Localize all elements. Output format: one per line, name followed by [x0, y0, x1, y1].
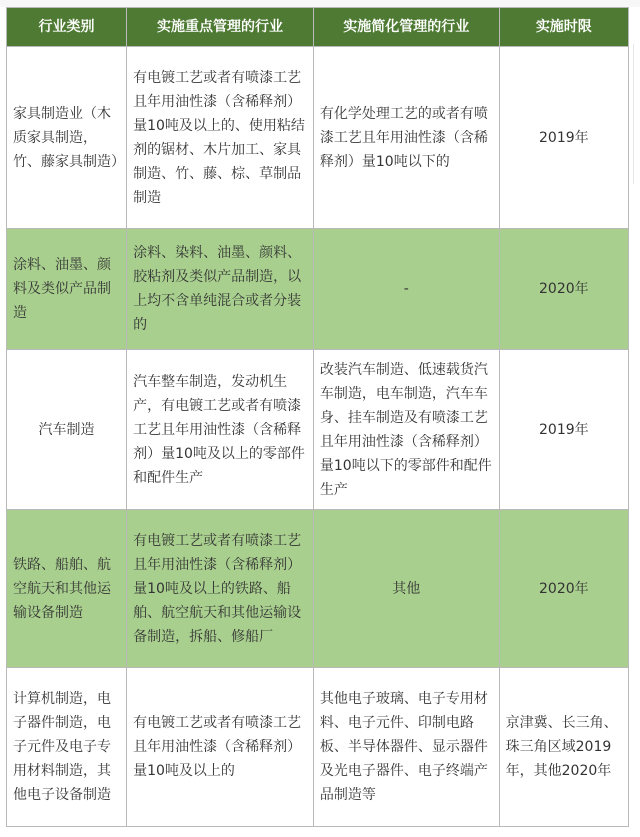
cell-simplified-management: 有化学处理工艺的或者有喷漆工艺且年用油性漆（含稀释剂）量10吨以下的: [313, 47, 499, 229]
table-header-row: [7, 8, 629, 47]
cell-deadline: 2020年: [499, 229, 628, 350]
cell-simplified-management: 其他: [313, 510, 499, 668]
cell-key-management: 涂料、染料、油墨、颜料、胶粘剂及类似产品制造，以上均不含单纯混合或者分装的: [127, 229, 314, 350]
cell-key-management: 汽车整车制造，发动机生产，有电镀工艺或者有喷漆工艺且年用油性漆（含稀释剂）量10吨及以上的零部件和配件生产: [127, 350, 314, 510]
table-row: [7, 47, 629, 229]
table-row: [7, 350, 629, 510]
cell-category: 计算机制造，电子器件制造，电子元件及电子专用材料制造，其他电子设备制造: [7, 668, 127, 827]
cell-key-management: 有电镀工艺或者有喷漆工艺且年用油性漆（含稀释剂）量10吨及以上的: [127, 668, 314, 827]
cell-deadline: 2019年: [499, 47, 628, 229]
cell-key-management: 有电镀工艺或者有喷漆工艺且年用油性漆（含稀释剂）量10吨及以上的、使用粘结剂的锯材、木片加工、家具制造、竹、藤、棕、草制品制造: [127, 47, 314, 229]
cell-deadline: 2020年: [499, 510, 628, 668]
header-simplified-management: 实施简化管理的行业: [313, 8, 499, 47]
page-top-strip: [0, 0, 640, 7]
side-divider: [633, 44, 634, 184]
cell-category: 涂料、油墨、颜料及类似产品制造: [7, 229, 127, 350]
cell-simplified-management: 改装汽车制造、低速载货汽车制造，电车制造，汽车车身、挂车制造及有喷漆工艺且年用油性漆（含稀释剂）量10吨以下的零部件和配件生产: [313, 350, 499, 510]
cell-simplified-management: 其他电子玻璃、电子专用材料、电子元件、印制电路板、半导体器件、显示器件及光电子器件、电子终端产品制造等: [313, 668, 499, 827]
header-industry-category: 行业类别: [7, 8, 127, 47]
cell-category: 汽车制造: [7, 350, 127, 510]
cell-key-management: 有电镀工艺或者有喷漆工艺且年用油性漆（含稀释剂）量10吨及以上的铁路、船舶、航空航天和其他运输设备制造，拆船、修船厂: [127, 510, 314, 668]
industry-management-table: [6, 7, 629, 827]
table-row: [7, 510, 629, 668]
header-key-management: 实施重点管理的行业: [127, 8, 314, 47]
table-row: [7, 668, 629, 827]
cell-deadline: 2019年: [499, 350, 628, 510]
header-deadline: 实施时限: [499, 8, 628, 47]
table-row: [7, 229, 629, 350]
cell-category: 铁路、船舶、航空航天和其他运输设备制造: [7, 510, 127, 668]
cell-simplified-management: -: [313, 229, 499, 350]
cell-category: 家具制造业（木质家具制造，竹、藤家具制造）: [7, 47, 127, 229]
cell-deadline: 京津冀、长三角、珠三角区域2019年，其他2020年: [499, 668, 628, 827]
